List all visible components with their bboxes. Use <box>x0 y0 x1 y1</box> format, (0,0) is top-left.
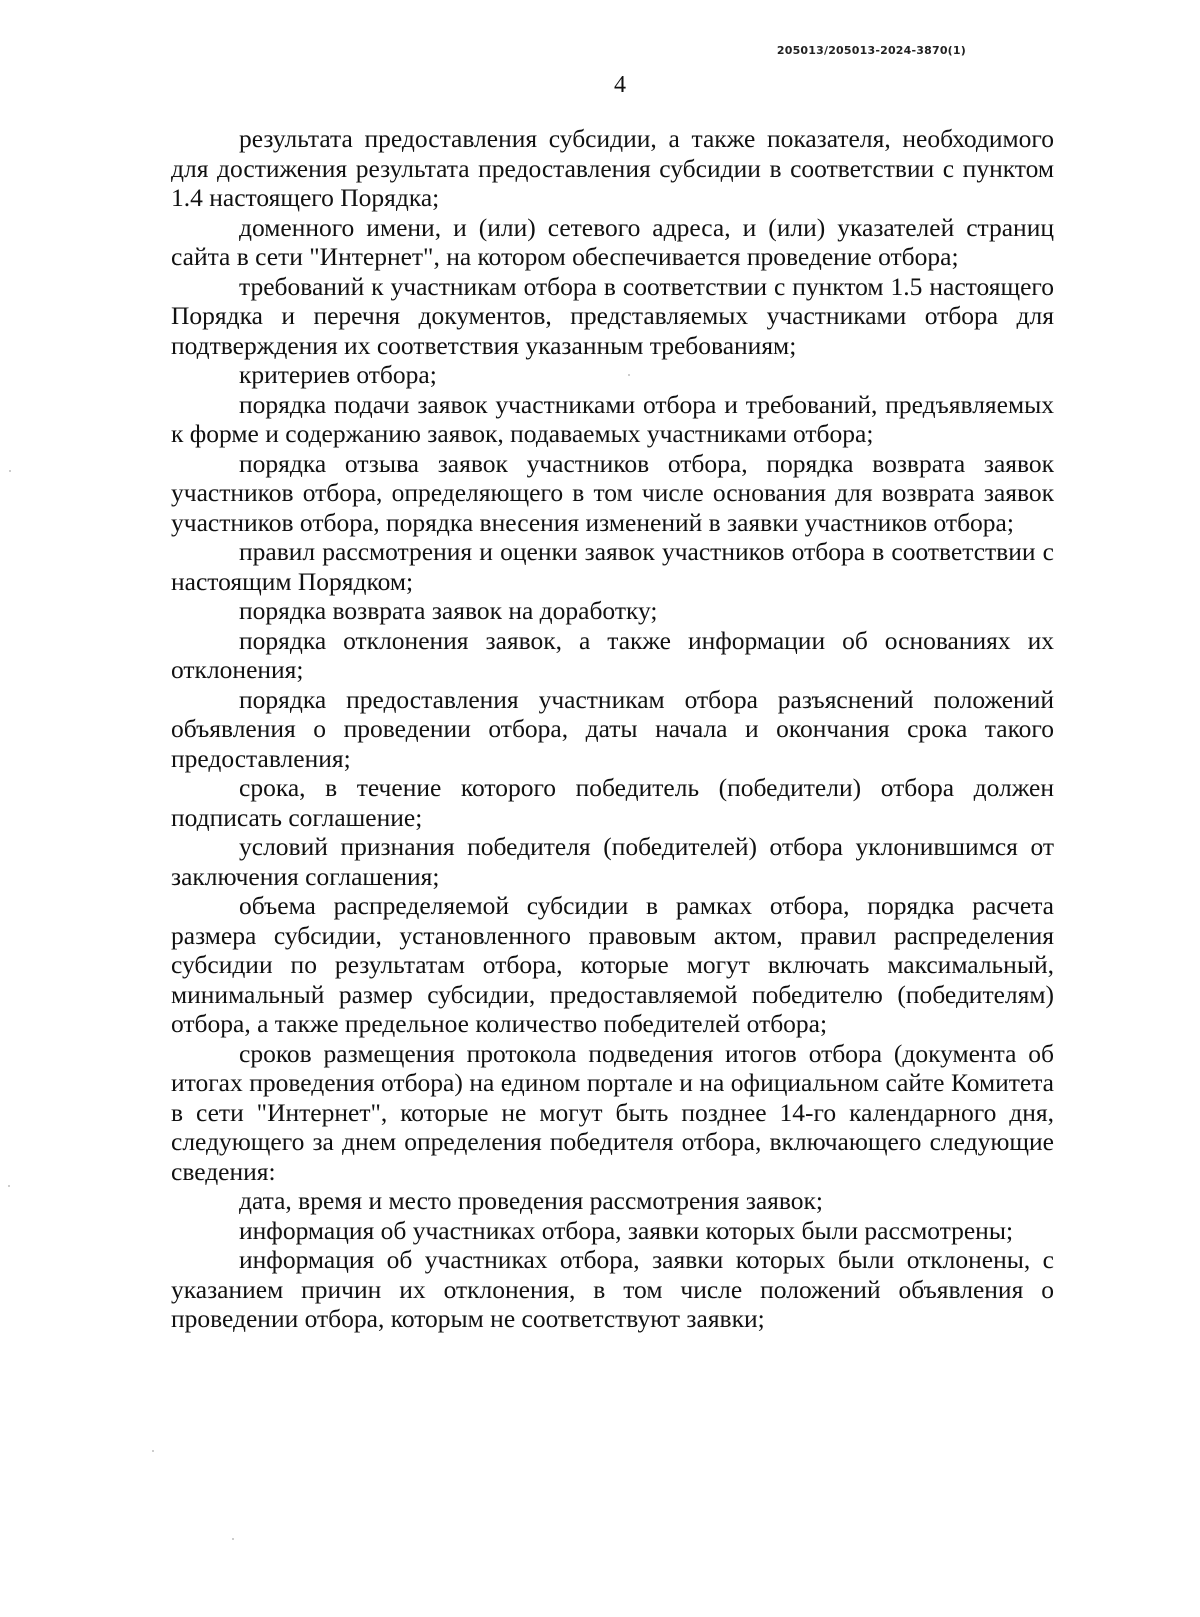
document-body <box>171 124 1054 1334</box>
paragraph: информация об участниках отбора, заявки которых были отклонены, с указанием причин их отклонения, в том числе положений объявления о проведении отбора, которым не соответствуют заявки; <box>171 1245 1054 1333</box>
paragraph: требований к участникам отбора в соответствии с пунктом 1.5 настоящего Порядка и перечня документов, представляемых участниками отбора для подтверждения их соответствия указанным требованиям; <box>171 271 1054 360</box>
paragraph: результата предоставления субсидии, а также показателя, необходимого для достижения результата предоставления субсидии в соответствии с пунктом 1.4 настоящего Порядка; <box>171 124 1054 212</box>
paragraph: информация об участниках отбора, заявки которых были рассмотрены; <box>239 1215 1014 1245</box>
paragraph: объема распределяемой субсидии в рамках отбора, порядка расчета размера субсидии, установленного правовым актом, правил распределения субсидии по результатам отбора, которые могут включать максимальный, минимальный размер субсидии, предоставляемой победителю (победителям) отбора, а также предельное количество победителей отбора; <box>171 891 1054 1038</box>
document-registration-number: 205013/205013-2024-3870(1) <box>776 44 966 57</box>
scan-speck <box>9 470 11 472</box>
paragraph: критериев отбора; <box>239 360 437 389</box>
paragraph: правил рассмотрения и оценки заявок участников отбора в соответствии с настоящим Порядком; <box>171 537 1054 596</box>
paragraph: порядка возврата заявок на доработку; <box>239 596 658 625</box>
paragraph: условий признания победителя (победителей) отбора уклонившимся от заключения соглашения; <box>171 832 1054 891</box>
scan-speck <box>8 1185 10 1187</box>
paragraph: порядка предоставления участникам отбора разъяснений положений объявления о проведении отбора, даты начала и окончания срока такого предоставления; <box>171 684 1054 773</box>
paragraph: порядка отклонения заявок, а также информации об основаниях их отклонения; <box>171 625 1054 684</box>
paragraph: доменного имени, и (или) сетевого адреса, и (или) указателей страниц сайта в сети "Интернет", на котором обеспечивается проведение отбора; <box>171 212 1054 271</box>
paragraph: сроков размещения протокола подведения итогов отбора (документа об итогах проведения отбора) на едином портале и на официальном сайте Комитета в сети "Интернет", которые не могут быть позднее 14-го календарного дня, следующего за днем определения победителя отбора, включающего следующие сведения: <box>171 1038 1054 1186</box>
scan-speck <box>152 1450 154 1452</box>
paragraph: порядка подачи заявок участниками отбора и требований, предъявляемых к форме и содержанию заявок, подаваемых участниками отбора; <box>171 389 1054 448</box>
paragraph: срока, в течение которого победитель (победители) отбора должен подписать соглашение; <box>171 773 1054 832</box>
scan-speck <box>628 374 630 376</box>
scan-speck <box>232 1538 234 1540</box>
paragraph: дата, время и место проведения рассмотрения заявок; <box>239 1186 823 1215</box>
page-number: 4 <box>614 72 626 98</box>
paragraph: порядка отзыва заявок участников отбора, порядка возврата заявок участников отбора, определяющего в том числе основания для возврата заявок участников отбора, порядка внесения изменений в заявки участников отбора; <box>171 448 1054 537</box>
